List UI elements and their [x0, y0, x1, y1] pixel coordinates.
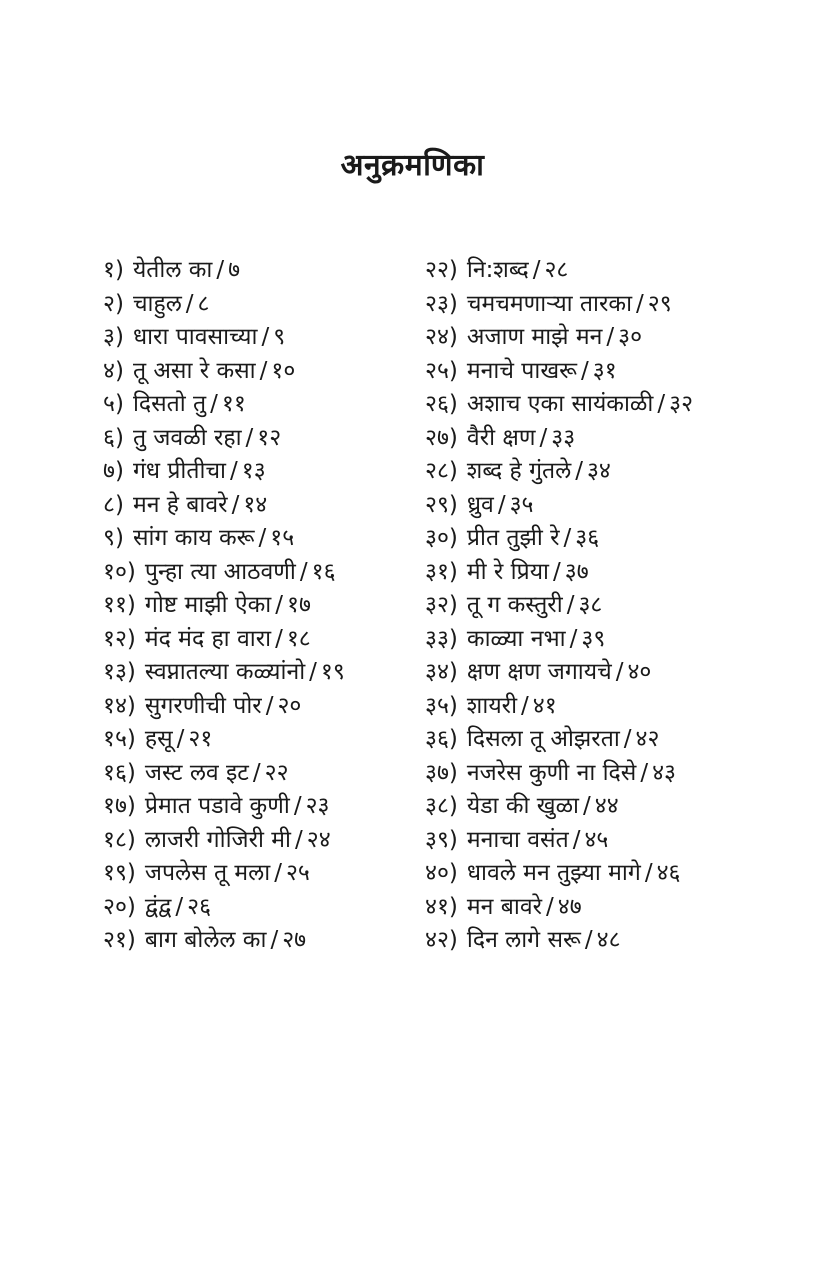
toc-entry	[425, 891, 785, 925]
entry-separator: /	[623, 726, 632, 752]
entry-title: चाहुल	[132, 290, 182, 317]
entry-number: २८)	[425, 458, 458, 484]
entry-page-number: २३	[305, 793, 330, 819]
entry-number: ३६)	[425, 726, 458, 752]
entry-page-number: १९	[320, 659, 345, 685]
entry-separator: /	[176, 726, 185, 752]
entry-title: सांग काय करू	[132, 525, 255, 551]
entry-number: ३०)	[425, 525, 458, 551]
entry-page-number: १८	[286, 625, 311, 652]
toc-entry	[425, 455, 785, 489]
entry-separator: /	[566, 592, 575, 618]
entry-page-number: ९	[273, 324, 286, 350]
entry-separator: /	[270, 927, 279, 953]
entry-separator: /	[295, 826, 303, 853]
entry-number: ४१)	[425, 893, 458, 920]
entry-title: मंद मंद हा वारा	[144, 625, 272, 652]
entry-title: जस्ट लव इट	[144, 759, 249, 786]
entry-title: वैरी क्षण	[466, 424, 536, 451]
entry-number: ५)	[103, 391, 124, 417]
entry-title: दिन लागे सरू	[466, 927, 581, 953]
entry-separator: /	[275, 625, 283, 652]
toc-column-right	[425, 254, 785, 958]
toc-entry	[425, 355, 785, 389]
entry-page-number: ४५	[584, 826, 609, 853]
toc-entry	[425, 857, 785, 891]
entry-page-number: १५	[270, 525, 295, 551]
entry-title: ध्रुव	[466, 491, 494, 518]
entry-page-number: १३	[241, 458, 266, 484]
entry-separator: /	[299, 558, 308, 585]
entry-number: १७)	[103, 793, 136, 819]
entry-number: ३२)	[425, 592, 458, 618]
entry-separator: /	[275, 592, 284, 618]
toc-entry	[425, 924, 785, 958]
entry-page-number: ४६	[656, 860, 681, 886]
entry-page-number: ३८	[578, 592, 603, 618]
entry-number: ३३)	[425, 625, 458, 652]
entry-title: शायरी	[466, 692, 518, 719]
toc-entry	[425, 589, 785, 623]
toc-entry	[103, 824, 425, 858]
entry-page-number: ३७	[564, 558, 589, 585]
entry-title: दिसला तू ओझरता	[466, 726, 620, 752]
entry-number: ८)	[103, 491, 124, 518]
entry-page-number: १०	[271, 357, 296, 384]
entry-title: मी रे प्रिया	[466, 558, 549, 585]
entry-page-number: ३६	[575, 525, 600, 551]
entry-title: तु जवळी रहा	[132, 424, 242, 451]
entry-page-number: ७	[228, 257, 241, 283]
entry-number: ३५)	[425, 692, 458, 719]
entry-title: दिसतो तु	[132, 391, 207, 417]
toc-entry	[103, 422, 425, 456]
entry-page-number: ४०	[627, 659, 652, 685]
entry-title: गोष्ट माझी ऐका	[144, 592, 272, 618]
entry-number: २४)	[425, 324, 458, 350]
toc-entry	[103, 690, 425, 724]
entry-number: ३७)	[425, 759, 458, 786]
entry-page-number: २६	[187, 893, 212, 920]
toc-entry	[425, 723, 785, 757]
toc-entry	[103, 288, 425, 322]
toc-entry	[103, 556, 425, 590]
toc-entry	[425, 790, 785, 824]
entry-title: बाग बोलेल का	[144, 927, 267, 953]
entry-page-number: ८	[197, 290, 210, 317]
entry-title: क्षण क्षण जगायचे	[466, 659, 612, 685]
entry-separator: /	[657, 391, 666, 417]
entry-number: ४२)	[425, 927, 458, 953]
entry-separator: /	[259, 357, 268, 384]
entry-page-number: १२	[257, 424, 282, 451]
entry-separator: /	[185, 290, 194, 317]
entry-number: ६)	[103, 424, 124, 451]
entry-separator: /	[615, 659, 624, 685]
entry-title: अशाच एका सायंकाळी	[466, 391, 654, 417]
entry-separator: /	[497, 491, 506, 518]
entry-number: ४)	[103, 357, 124, 384]
entry-page-number: ४४	[594, 793, 619, 819]
entry-separator: /	[636, 290, 644, 317]
toc-entry	[103, 455, 425, 489]
entry-separator: /	[265, 692, 274, 719]
entry-number: २)	[103, 290, 124, 317]
entry-page-number: ३२	[669, 391, 694, 417]
entry-separator: /	[216, 257, 225, 283]
entry-page-number: २०	[277, 692, 302, 719]
toc-entry	[103, 388, 425, 422]
entry-title: अजाण माझे मन	[466, 324, 603, 350]
entry-separator: /	[546, 893, 554, 920]
entry-number: १४)	[103, 692, 136, 719]
toc-entry	[425, 489, 785, 523]
entry-separator: /	[532, 257, 541, 283]
entry-title: मनाचे पाखरू	[466, 357, 578, 384]
entry-separator: /	[175, 893, 184, 920]
toc-entry	[103, 589, 425, 623]
toc-entry	[425, 556, 785, 590]
entry-page-number: ३३	[551, 424, 576, 451]
entry-number: ४०)	[425, 860, 458, 886]
entry-page-number: ३०	[618, 324, 643, 350]
toc-entry	[103, 489, 425, 523]
entry-separator: /	[210, 391, 218, 417]
toc-entry	[425, 623, 785, 657]
entry-number: ११)	[103, 592, 136, 618]
entry-number: २३)	[425, 290, 458, 317]
entry-page-number: २९	[647, 290, 672, 317]
toc-entry	[103, 723, 425, 757]
entry-separator: /	[231, 491, 240, 518]
entry-title: मन हे बावरे	[132, 491, 228, 518]
entry-title: धावले मन तुझ्या मागे	[466, 860, 641, 886]
entry-separator: /	[293, 793, 302, 819]
entry-page-number: ३४	[586, 458, 611, 484]
entry-number: १५)	[103, 726, 136, 752]
entry-number: २९)	[425, 491, 458, 518]
entry-title: द्वंद्व	[144, 893, 172, 920]
entry-page-number: ११	[221, 391, 246, 417]
toc-entry	[425, 321, 785, 355]
entry-number: २०)	[103, 893, 136, 920]
toc-entry	[103, 623, 425, 657]
entry-number: ३१)	[425, 558, 458, 585]
toc-entry	[425, 656, 785, 690]
toc-column-left	[103, 254, 425, 958]
entry-title: प्रीत तुझी रे	[466, 525, 560, 551]
entry-page-number: २५	[285, 860, 310, 886]
entry-number: २६)	[425, 391, 458, 417]
entry-title: स्वप्नातल्या कळ्यांनो	[144, 659, 306, 685]
entry-title: गंध प्रीतीचा	[132, 458, 227, 484]
page-title: अनुक्रमणिका	[340, 148, 485, 183]
entry-separator: /	[584, 927, 593, 953]
entry-separator: /	[539, 424, 548, 451]
toc-entry	[103, 522, 425, 556]
entry-page-number: २४	[306, 826, 331, 853]
toc-entry	[103, 790, 425, 824]
entry-title: सुगरणीची पोर	[144, 692, 262, 719]
entry-separator: /	[252, 759, 261, 786]
entry-page-number: १७	[287, 592, 311, 618]
entry-number: १९)	[103, 860, 136, 886]
entry-page-number: ४७	[557, 893, 582, 920]
entry-number: १२)	[103, 625, 136, 652]
entry-page-number: १४	[243, 491, 268, 518]
entry-number: २२)	[425, 257, 458, 283]
entry-title: मनाचा वसंत	[466, 826, 569, 853]
toc-entry	[103, 757, 425, 791]
entry-title: पुन्हा त्या आठवणी	[144, 558, 296, 585]
toc-entry	[103, 891, 425, 925]
entry-page-number: २८	[544, 257, 569, 283]
toc-entry	[425, 422, 785, 456]
toc-columns	[103, 254, 785, 958]
entry-page-number: ४१	[532, 692, 557, 719]
toc-entry	[103, 924, 425, 958]
entry-separator: /	[261, 324, 270, 350]
entry-title: हसू	[144, 726, 173, 752]
entry-title: धारा पावसाच्या	[132, 324, 258, 350]
entry-separator: /	[245, 424, 254, 451]
entry-number: ७)	[103, 458, 124, 484]
toc-entry	[425, 757, 785, 791]
entry-title: प्रेमात पडावे कुणी	[144, 793, 290, 819]
entry-page-number: १६	[311, 558, 336, 585]
entry-title: लाजरी गोजिरी मी	[144, 826, 291, 853]
entry-separator: /	[572, 826, 581, 853]
entry-separator: /	[583, 793, 591, 819]
entry-page-number: ४३	[652, 759, 676, 786]
entry-separator: /	[575, 458, 583, 484]
entry-separator: /	[521, 692, 529, 719]
entry-number: १०)	[103, 558, 136, 585]
entry-separator: /	[274, 860, 282, 886]
toc-entry	[103, 656, 425, 690]
entry-title: येतील का	[132, 257, 213, 283]
entry-page-number: २२	[264, 759, 289, 786]
entry-number: २१)	[103, 927, 136, 953]
toc-entry	[103, 355, 425, 389]
entry-separator: /	[569, 625, 578, 652]
entry-separator: /	[581, 357, 589, 384]
entry-number: ३४)	[425, 659, 458, 685]
entry-title: नि:शब्द	[466, 257, 529, 283]
toc-entry	[103, 321, 425, 355]
entry-title: चमचमणाऱ्या तारका	[466, 290, 633, 317]
toc-entry	[425, 254, 785, 288]
entry-separator: /	[309, 659, 317, 685]
entry-number: २५)	[425, 357, 458, 384]
entry-title: मन बावरे	[466, 893, 543, 920]
entry-number: १६)	[103, 759, 136, 786]
entry-title: तू ग कस्तुरी	[466, 592, 563, 618]
entry-separator: /	[553, 558, 561, 585]
toc-entry	[425, 388, 785, 422]
toc-entry	[103, 857, 425, 891]
entry-number: १)	[103, 257, 124, 283]
entry-number: ३९)	[425, 826, 458, 853]
entry-page-number: ४२	[635, 726, 660, 752]
entry-number: ३)	[103, 324, 124, 350]
entry-number: ९)	[103, 525, 124, 551]
entry-page-number: ३५	[509, 491, 534, 518]
entry-separator: /	[230, 458, 238, 484]
entry-page-number: २१	[188, 726, 213, 752]
entry-separator: /	[606, 324, 615, 350]
entry-title: नजरेस कुणी ना दिसे	[466, 759, 637, 786]
entry-separator: /	[640, 759, 649, 786]
entry-number: १८)	[103, 826, 136, 853]
toc-entry	[425, 288, 785, 322]
toc-entry	[103, 254, 425, 288]
entry-page-number: ४८	[596, 927, 621, 953]
entry-title: शब्द हे गुंतले	[466, 458, 572, 484]
entry-separator: /	[258, 525, 267, 551]
entry-number: २७)	[425, 424, 458, 451]
entry-title: काळ्या नभा	[466, 625, 566, 652]
entry-title: तू असा रे कसा	[132, 357, 256, 384]
entry-page-number: ३९	[581, 625, 606, 652]
entry-title: जपलेस तू मला	[144, 860, 271, 886]
entry-number: १३)	[103, 659, 136, 685]
entry-separator: /	[563, 525, 572, 551]
entry-title: येडा की खुळा	[466, 793, 580, 819]
toc-entry	[425, 824, 785, 858]
toc-entry	[425, 522, 785, 556]
entry-number: ३८)	[425, 793, 458, 819]
toc-entry	[425, 690, 785, 724]
entry-page-number: २७	[282, 927, 307, 953]
entry-page-number: ३१	[592, 357, 617, 384]
entry-separator: /	[644, 860, 653, 886]
